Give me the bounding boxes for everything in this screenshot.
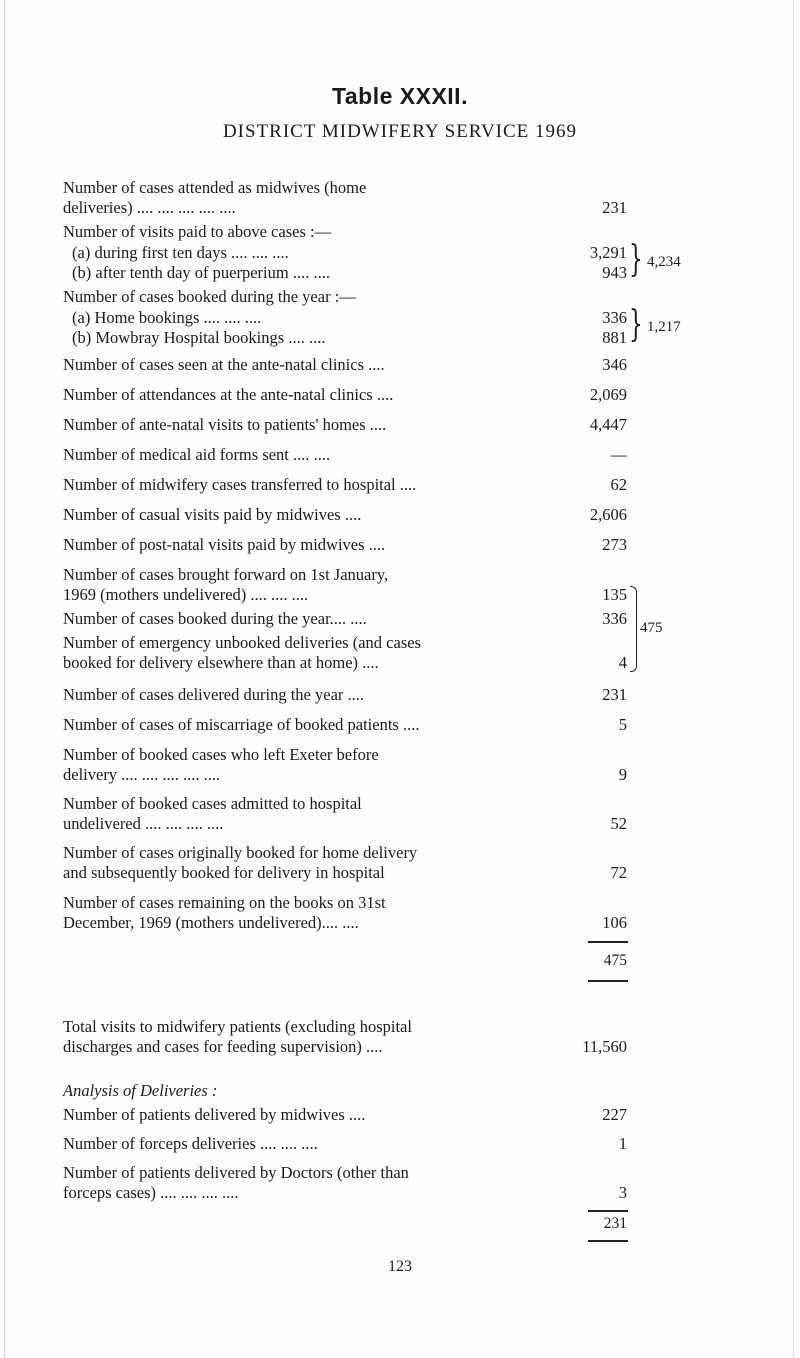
row-left-exeter-line2: delivery .... .... .... .... .... xyxy=(63,765,221,784)
row-left-exeter-line1: Number of booked cases who left Exeter before xyxy=(63,745,379,764)
row-originally-booked-line2: and subsequently booked for delivery in hospital xyxy=(63,863,385,882)
value-admitted: 52 xyxy=(610,814,627,833)
value-antenatal-attendances: 2,069 xyxy=(589,385,627,404)
value-originally-booked: 72 xyxy=(610,863,627,882)
row-remaining-line1: Number of cases remaining on the books on 31st xyxy=(63,893,386,912)
row-home-deliveries-line1: Number of cases attended as midwives (home xyxy=(63,178,367,197)
value-booked-year: 336 xyxy=(602,609,627,628)
row-emergency-line1: Number of emergency unbooked deliveries (and cases xyxy=(63,633,421,652)
total-visits-sub: 4,234 xyxy=(647,254,681,270)
sum-rule-top xyxy=(588,941,628,943)
row-forward-line1: Number of cases brought forward on 1st January, xyxy=(63,565,389,584)
row-emergency-line2: booked for delivery elsewhere than at home) .... xyxy=(63,653,379,672)
value-miscarriage: 5 xyxy=(618,715,627,734)
row-remaining-line2: December, 1969 (mothers undelivered).... .... xyxy=(63,913,359,932)
value-antenatal-seen: 346 xyxy=(602,355,627,374)
row-admitted-line2: undelivered .... .... .... .... xyxy=(63,814,224,833)
analysis-rule-bottom xyxy=(588,1240,628,1242)
row-doctors-line1: Number of patients delivered by Doctors (other than xyxy=(63,1163,409,1182)
row-visits-a: (a) during first ten days .... .... .... xyxy=(72,243,289,262)
row-doctors-line2: forceps cases) .... .... .... .... xyxy=(63,1183,239,1202)
bracket-group xyxy=(630,586,637,672)
row-antenatal-attendances: Number of attendances at the ante-natal clinics .... xyxy=(63,385,394,404)
value-postnatal-visits: 273 xyxy=(602,535,627,554)
value-remaining: 106 xyxy=(602,913,627,932)
value-forward: 135 xyxy=(602,585,627,604)
value-booked-b: 881 xyxy=(602,328,627,347)
brace-visits: } xyxy=(629,239,643,280)
value-delivered: 231 xyxy=(602,685,627,704)
value-analysis-total: 231 xyxy=(603,1215,627,1232)
value-total-visits: 11,560 xyxy=(582,1037,627,1056)
row-originally-booked-line1: Number of cases originally booked for home delivery xyxy=(63,843,418,862)
table-subtitle: DISTRICT MIDWIFERY SERVICE 1969 xyxy=(222,121,578,142)
value-forceps: 1 xyxy=(618,1134,627,1153)
row-postnatal-visits: Number of post-natal visits paid by midwives .... xyxy=(63,535,386,554)
value-visits-a: 3,291 xyxy=(589,243,627,262)
row-booked-a: (a) Home bookings .... .... .... xyxy=(72,308,262,327)
value-booked-a: 336 xyxy=(602,308,627,327)
row-total-visits-line2: discharges and cases for feeding supervision) .... xyxy=(63,1037,383,1056)
row-by-midwives: Number of patients delivered by midwives .... xyxy=(63,1105,366,1124)
row-casual-visits: Number of casual visits paid by midwives .... xyxy=(63,505,362,524)
sum-rule-bottom xyxy=(588,980,628,982)
row-medical-aid: Number of medical aid forms sent .... .... xyxy=(63,445,331,464)
row-antenatal-home: Number of ante-natal visits to patients' homes .... xyxy=(63,415,387,434)
page-edge-left xyxy=(4,0,5,1358)
row-home-deliveries-line2: deliveries) .... .... .... .... .... xyxy=(63,198,236,217)
row-booked-year: Number of cases booked during the year.... .... xyxy=(63,609,367,628)
value-doctors: 3 xyxy=(618,1183,627,1202)
value-home-deliveries: 231 xyxy=(602,198,627,217)
row-forward-line2: 1969 (mothers undelivered) .... .... .... xyxy=(63,585,309,604)
page-number: 123 xyxy=(388,1258,412,1275)
value-antenatal-home: 4,447 xyxy=(589,415,627,434)
brace-booked: } xyxy=(629,304,643,345)
row-transferred: Number of midwifery cases transferred to hospital .... xyxy=(63,475,417,494)
value-emergency: 4 xyxy=(618,653,627,672)
value-visits-b: 943 xyxy=(602,263,627,282)
value-casual-visits: 2,606 xyxy=(589,505,627,524)
total-booked-sub: 1,217 xyxy=(647,319,681,335)
row-visits-b: (b) after tenth day of puerperium .... .... xyxy=(72,263,330,282)
row-booked-b: (b) Mowbray Hospital bookings .... .... xyxy=(72,328,326,347)
row-miscarriage: Number of cases of miscarriage of booked patients .... xyxy=(63,715,420,734)
row-total-visits-line1: Total visits to midwifery patients (excluding hospital xyxy=(63,1017,412,1036)
row-delivered: Number of cases delivered during the year .... xyxy=(63,685,365,704)
value-sum: 475 xyxy=(603,952,627,969)
row-booked-header: Number of cases booked during the year :— xyxy=(63,287,356,306)
row-admitted-line1: Number of booked cases admitted to hospital xyxy=(63,794,362,813)
row-visits-header: Number of visits paid to above cases :— xyxy=(63,222,332,241)
analysis-header: Analysis of Deliveries : xyxy=(63,1081,218,1100)
table-title: Table XXXII. xyxy=(332,83,468,109)
value-left-exeter: 9 xyxy=(618,765,627,784)
value-transferred: 62 xyxy=(610,475,627,494)
row-forceps: Number of forceps deliveries .... .... .... xyxy=(63,1134,318,1153)
value-by-midwives: 227 xyxy=(602,1105,627,1124)
total-group: 475 xyxy=(640,620,663,636)
value-medical-aid: — xyxy=(610,445,627,464)
row-antenatal-seen: Number of cases seen at the ante-natal clinics .... xyxy=(63,355,385,374)
analysis-rule-top xyxy=(588,1210,628,1212)
page-edge-right xyxy=(793,0,794,1358)
